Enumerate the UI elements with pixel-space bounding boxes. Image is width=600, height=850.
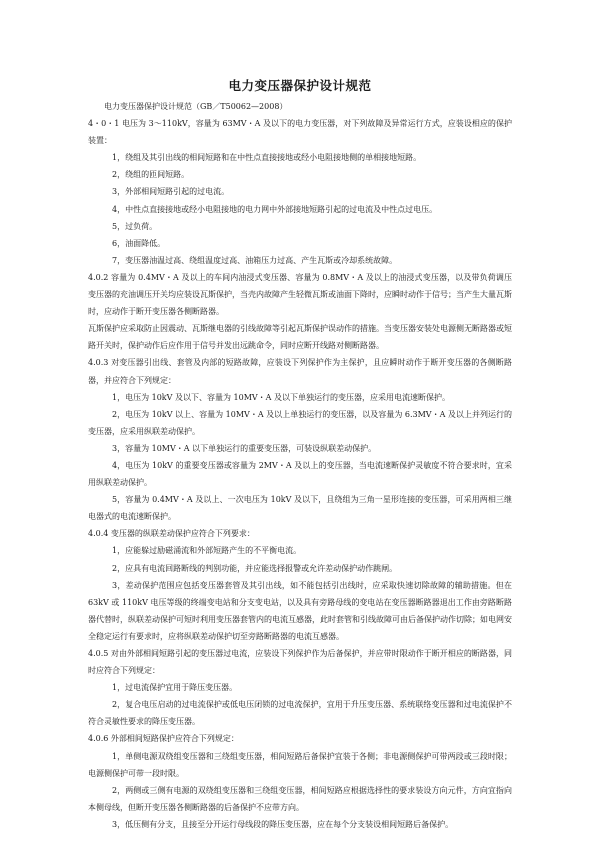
document-paragraph: 电力变压器保护设计规范（GB／T50062—2008） bbox=[104, 102, 288, 111]
document-paragraph: 4，电压为 10kV 的重要变压器或容量为 2MV・A 及以上的变压器，当电流速断保护灵敏度不符合要求时，宜采用纵联差动保护。 bbox=[88, 460, 512, 488]
document-title: 电力变压器保护设计规范 bbox=[228, 78, 372, 93]
document-paragraph: 4・0・1 电压为 3～110kV，容量为 63MV・A 及以下的电力变压器，对下列故障及异常运行方式，应装设相应的保护装置： bbox=[88, 119, 512, 146]
document-paragraph: 4.0.4 变压器的纵联差动保护应符合下列要求： bbox=[88, 529, 255, 539]
document-paragraph: 2，两侧或三侧有电源的双绕组变压器和三绕组变压器，相间短路应根据选择性的要求装设方向元件，方向宜指向本侧母线，但断开变压器各侧断路器的后备保护不应带方向。 bbox=[88, 785, 512, 812]
document-paragraph: 7，变压器油温过高、绕组温度过高、油箱压力过高、产生瓦斯或冷却系统故障。 bbox=[112, 255, 398, 265]
document-paragraph: 1，过电流保护宜用于降压变压器。 bbox=[112, 683, 238, 693]
document-paragraph: 1，单侧电源双绕组变压器和三绕组变压器，相间短路后备保护宜装于各侧；非电源侧保护可带两段或三段时限；电源侧保护可带一段时限。 bbox=[88, 751, 512, 778]
document-paragraph: 4，中性点直接接地或经小电阻接地的电力网中外部接地短路引起的过电流及中性点过电压。 bbox=[112, 204, 438, 214]
document-paragraph: 6，油面降低。 bbox=[112, 238, 166, 248]
document-paragraph: 4.0.5 对由外部相间短路引起的变压器过电流，应装设下列保护作为后备保护，并应带时限动作于断开相应的断路器，同时应符合下列规定： bbox=[88, 649, 512, 676]
document-paragraph: 2，应具有电流回路断线的判别功能，并应能选择报警或允许差动保护动作跳闸。 bbox=[112, 563, 398, 573]
document-paragraph: 1，电压为 10kV 及以下、容量为 10MV・A 及以下单独运行的变压器，应采用电流速断保护。 bbox=[112, 392, 450, 402]
document-paragraph: 3，低压侧有分支，且接至分开运行母线段的降压变压器，应在每个分支装设相间短路后备保护。 bbox=[112, 819, 454, 829]
document-paragraph: 2，电压为 10kV 以上、容量为 10MV・A 及以上单独运行的变压器，以及容量为 6.3MV・A 及以上并列运行的变压器，应采用纵联差动保护。 bbox=[88, 409, 512, 436]
document-paragraph: 3，差动保护范围应包括变压器套管及其引出线，如不能包括引出线时，应采取快速切除故障的辅助措施。但在 63kV 或 110kV 电压等级的终端变电站和分支变电站，以及具有旁路母线的变电站在变压器断路器退出工作由旁路断路器代替时，纵联差动保护可短时利用变压器套管内的电流互感器，此时套管和引线故障可由后备保护动作切除；如电网安全稳定运行有要求时，应将纵联差动保护切至旁路断路器的电流互感器。 bbox=[88, 580, 512, 641]
document-paragraph: 4.0.6 外部相间短路保护应符合下列规定： bbox=[88, 734, 239, 744]
document-paragraph: 3，容量为 10MV・A 以下单独运行的重要变压器，可装设纵联差动保护。 bbox=[112, 443, 377, 453]
document-paragraph: 4.0.3 对变压器引出线、套管及内部的短路故障，应装设下列保护作为主保护，且应瞬时动作于断开变压器的各侧断路器，并应符合下列规定： bbox=[88, 358, 512, 385]
document-paragraph: 2，复合电压启动的过电流保护或低电压闭锁的过电流保护，宜用于升压变压器、系统联络变压器和过电流保护不符合灵敏性要求的降压变压器。 bbox=[88, 700, 512, 727]
document-paragraph: 3，外部相间短路引起的过电流。 bbox=[112, 187, 230, 197]
document-paragraph: 1，绕组及其引出线的相间短路和在中性点直接接地或经小电阻接地侧的单相接地短路。 bbox=[112, 153, 422, 163]
document-paragraph: 1，应能躲过励磁涌流和外部短路产生的不平衡电流。 bbox=[112, 546, 302, 556]
document-paragraph: 5，容量为 0.4MV・A 及以上、一次电压为 10kV 及以下，且绕组为三角一星形连接的变压器，可采用两相三继电器式的电流速断保护。 bbox=[88, 495, 512, 522]
document-paragraph: 4.0.2 容量为 0.4MV・A 及以上的车间内油浸式变压器、容量为 0.8MV・A 及以上的油浸式变压器，以及带负荷调压变压器的充油调压开关均应装设瓦斯保护，当壳内故障产生轻微瓦斯或油面下降时，应瞬时动作于信号；当产生大量瓦斯时，应动作于断开变压器各侧断路器。 bbox=[88, 272, 512, 317]
document-paragraph: 5，过负荷。 bbox=[112, 221, 158, 231]
document-paragraph: 瓦斯保护应采取防止因震动、瓦斯继电器的引线故障等引起瓦斯保护误动作的措施。当变压器安装处电源侧无断路器或短路开关时，保护动作后应作用于信号并发出远跳命令，同时应断开线路对侧断路器。 bbox=[88, 324, 512, 351]
document-body bbox=[88, 98, 512, 833]
document-paragraph: 2，绕组的匝间短路。 bbox=[112, 170, 190, 180]
